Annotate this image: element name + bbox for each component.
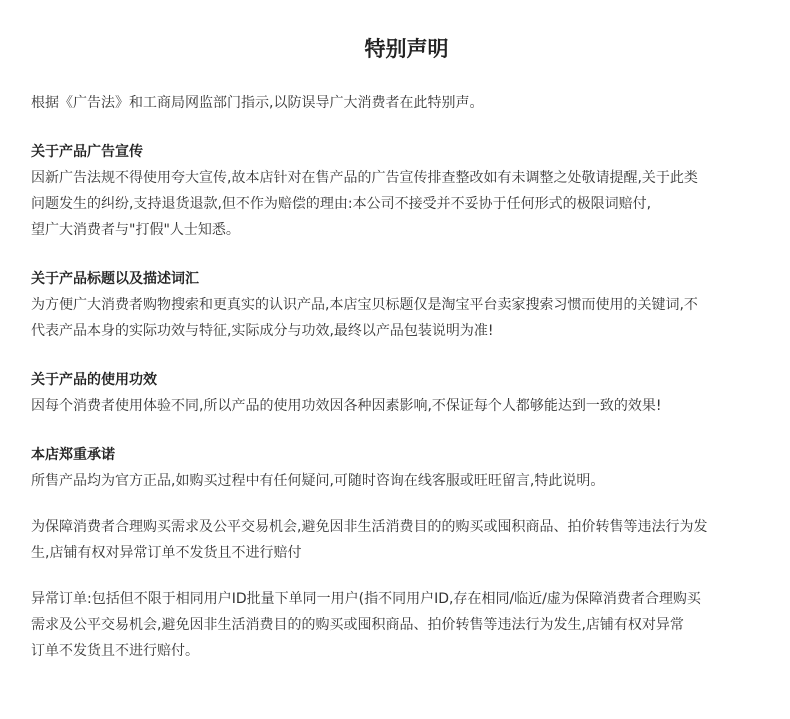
intro-text: 根据《广告法》和工商局网监部门指示,以防误导广大消费者在此特别声。 <box>31 95 484 111</box>
text-line: 为方便广大消费者购物搜索和更真实的认识产品,本店宝贝标题仅是淘宝平台卖家搜索习惯而使用的关键词,不 <box>31 297 698 313</box>
section-body <box>31 292 782 344</box>
page-title: 特别声明 <box>364 37 449 61</box>
text-line: 需求及公平交易机会,避免因非生活消费目的的购买或囤积商品、拍价转售等违法行为发生,店铺有权对异常 <box>31 617 684 633</box>
section-store-promise <box>31 442 782 494</box>
section-heading: 关于产品的使用功效 <box>31 372 157 388</box>
section-heading: 关于产品标题以及描述词汇 <box>31 271 199 287</box>
text-line: 所售产品均为官方正品,如购买过程中有任何疑问,可随时咨询在线客服或旺旺留言,特此说明。 <box>31 473 605 489</box>
text-line: 代表产品本身的实际功效与特征,实际成分与功效,最终以产品包装说明为准! <box>31 323 494 339</box>
section-body <box>31 393 782 419</box>
text-line: 生,店铺有权对异常订单不发货且不进行赔付 <box>31 545 302 561</box>
section-body <box>31 165 782 243</box>
text-line: 因新广告法规不得使用夸大宣传,故本店针对在售产品的广告宣传排查整改如有未调整之处敬请提醒,关于此类 <box>31 170 698 186</box>
text-line: 异常订单:包括但不限于相同用户ID批量下单同一用户(指不同用户ID,存在相同/临近/虚为保障消费者合理购买 <box>31 591 701 607</box>
paragraph-abnormal-orders <box>31 586 782 664</box>
text-line: 因每个消费者使用体验不同,所以产品的使用功效因各种因素影响,不保证每个人都够能达到一致的效果! <box>31 398 662 414</box>
text-line: 为保障消费者合理购买需求及公平交易机会,避免因非生活消费目的的购买或囤积商品、拍价转售等违法行为发 <box>31 519 708 535</box>
text-line: 订单不发货且不进行赔付。 <box>31 643 199 659</box>
section-ad-promotion <box>31 139 782 243</box>
text-line: 问题发生的纠纷,支持退货退款,但不作为赔偿的理由:本公司不接受并不妥协于任何形式的极限词赔付, <box>31 196 652 212</box>
section-title-description <box>31 266 782 344</box>
paragraph-fair-trade <box>31 514 782 566</box>
section-body <box>31 468 782 494</box>
section-usage-effect <box>31 367 782 419</box>
text-line: 望广大消费者与"打假"人士知悉。 <box>31 222 240 238</box>
section-heading: 关于产品广告宣传 <box>31 144 143 160</box>
section-heading: 本店郑重承诺 <box>31 447 115 463</box>
